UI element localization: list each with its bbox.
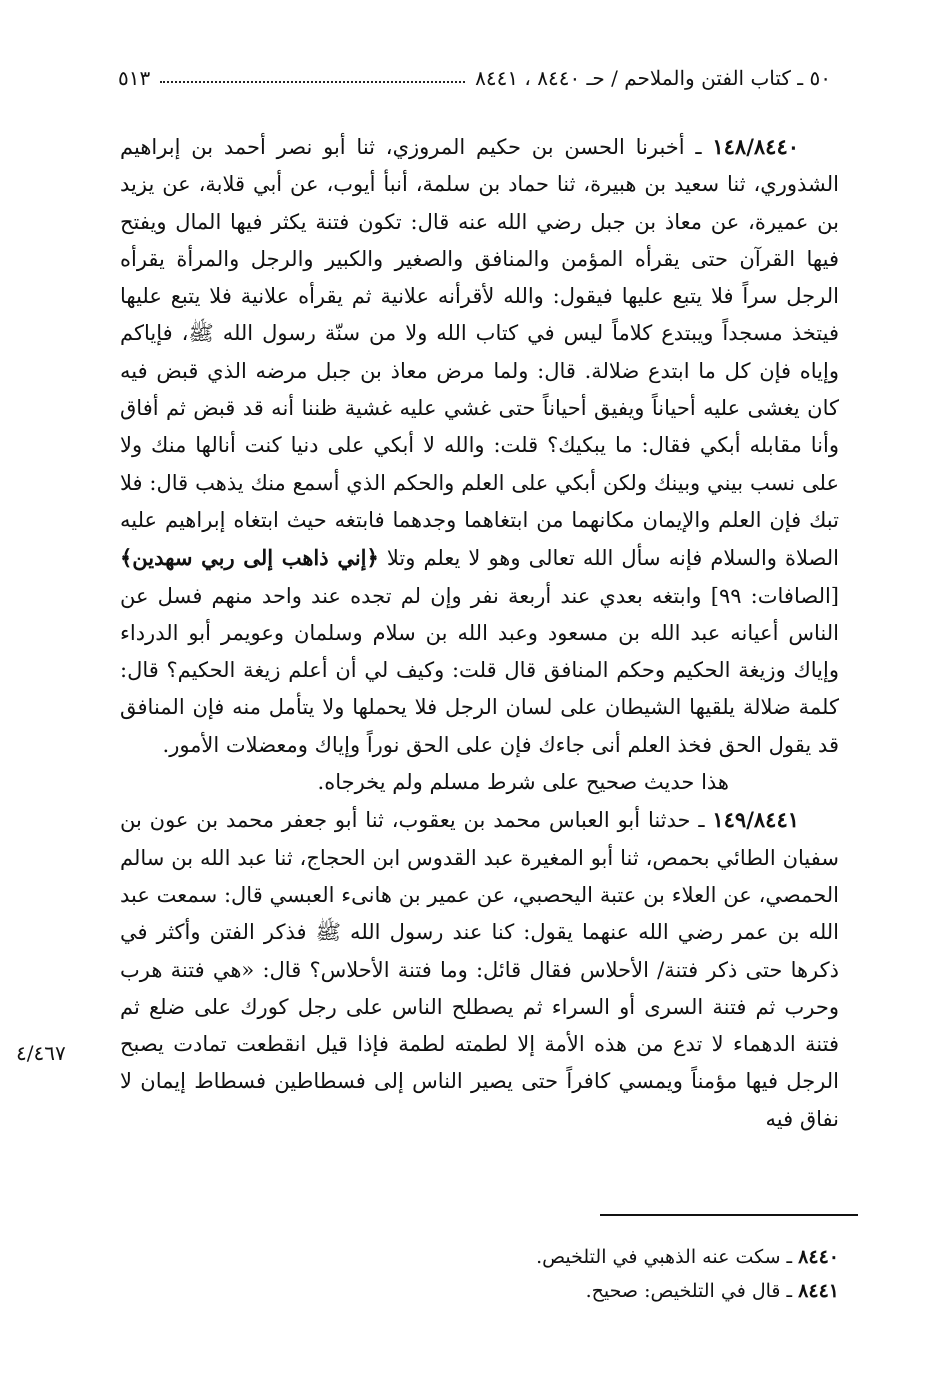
footnote-item: [300, 1240, 839, 1274]
footnote-number: ٨٤٤٠: [798, 1246, 839, 1268]
running-header: [118, 60, 831, 96]
hadith-number: ١٤٩/٨٤٤١: [712, 807, 799, 833]
dot-leader: [160, 81, 465, 83]
footnote-number: ٨٤٤١: [798, 1280, 839, 1302]
hadith-text: أخبرنا الحسن بن حكيم المروزي، ثنا أبو نصر أحمد بن إبراهيم الشذوري، ثنا سعيد بن هبيرة، ثنا حماد بن سلمة، أنبأ أيوب، عن أبي قلابة، عن يزيد بن عميرة، عن معاذ بن جبل رضي الله عنه قال: تكون فتنة يكثر فيها المال ويفتح فيها القرآن حتى يقرأه المؤمن والمنافق والصغير والكبير والرجل والمرأة يقرأه الرجل سراً فلا يتبع عليها فيقول: والله لأقرأنه علانية ثم يقرأه علانية فلا يتبع عليها فيتخذ مسجداً ويبتدع كلاماً ليس في كتاب الله ولا من سنّة رسول الله ﷺ، فإياكم وإياه فإن كل ما ابتدع ضلالة. قال: ولما مرض معاذ بن جبل مرضه الذي قبض فيه كان يغشى عليه أحياناً ويفيق أحياناً حتى غشي عليه غشية ظننا أنه قد قبض ثم أفاق وأنا مقابله أبكي فقال: ما يبكيك؟ قلت: والله لا أبكي على دنيا كنت أنالها منك ولا على نسب بيني وبينك ولكن أبكي على العلم والحكم الذي أسمع منك يذهب قال: فلا تبك فإن العلم والإيمان مكانهما من ابتغاهما وجدهما فابتغه حيث ابتغاه إبراهيم عليه الصلاة والسلام فإنه سأل الله تعالى وهو لا يعلم وتلا: [120, 135, 839, 571]
footnote-divider: [600, 1214, 858, 1216]
header-title: ٥٠ ـ كتاب الفتن والملاحم / حـ ٨٤٤٠ ، ٨٤٤١: [475, 66, 831, 90]
hadith-text-continued: وابتغه بعدي عند أربعة نفر وإن لم تجده عند واحد منهم فسل عن الناس أعيانه عبد الله بن مسعود وعبد الله بن سلام وسلمان وعويمر أبو الدرداء وإياك وزيغة الحكيم وحكم المنافق قال قلت: وكيف لي أن أعلم زيغة الحكيم؟ قال: كلمة ضلالة يلقيها الشيطان على لسان الرجل فلا يحملها ولا يتأمل منه فإن المنافق قد يقول الحق فخذ العلم أنى جاءك فإن على الحق نوراً وإياك ومعضلات الأمور.: [120, 583, 839, 757]
quran-verse: ﴿إني ذاهب إلى ربي سهدين﴾: [120, 545, 379, 571]
hadith-8440: ١٤٨/٨٤٤٠ ـ أخبرنا الحسن بن حكيم المروزي، ثنا أبو نصر أحمد بن إبراهيم الشذوري، ثنا سعيد بن هبيرة، ثنا حماد بن سلمة، أنبأ أيوب، عن أبي قلابة، عن يزيد بن عميرة، عن معاذ بن جبل رضي الله عنه قال: تكون فتنة يكثر فيها المال ويفتح فيها القرآن حتى يقرأه المؤمن والمنافق والصغير والكبير والرجل والمرأة يقرأه الرجل سراً فلا يتبع عليها فيقول: والله لأقرأنه علانية ثم يقرأه علانية فلا يتبع عليها فيتخذ مسجداً ويبتدع كلاماً ليس في كتاب الله ولا من سنّة رسول الله ﷺ، فإياكم وإياه فإن كل ما ابتدع ضلالة. قال: ولما مرض معاذ بن جبل مرضه الذي قبض فيه كان يغشى عليه أحياناً ويفيق أحياناً حتى غشي عليه غشية ظننا أنه قد قبض ثم أفاق وأنا مقابله أبكي فقال: ما يبكيك؟ قلت: والله لا أبكي على دنيا كنت أنالها منك ولا على نسب بيني وبينك ولكن أبكي على العلم والحكم الذي أسمع منك يذهب قال: فلا تبك فإن العلم والإيمان مكانهما من ابتغاهما وجدهما فابتغه حيث ابتغاه إبراهيم عليه الصلاة والسلام فإنه سأل الله تعالى وهو لا يعلم وتلا ﴿إني ذاهب إلى ربي سهدين﴾ [الصافات: ٩٩] وابتغه بعدي عند أربعة نفر وإن لم تجده عند واحد منهم فسل عن الناس أعيانه عبد الله بن مسعود وعبد الله بن سلام وسلمان وعويمر أبو الدرداء وإياك وزيغة الحكيم وحكم المنافق قال قلت: وكيف لي أن أعلم زيغة الحكيم؟ قال: كلمة ضلالة يلقيها الشيطان على لسان الرجل فلا يحملها ولا يتأمل منه فإن المنافق قد يقول الحق فخذ العلم أنى جاءك فإن على الحق نوراً وإياك ومعضلات الأمور.: [120, 134, 839, 757]
page-number: ٥١٣: [118, 66, 151, 90]
margin-volume-note: ٤/٤٦٧: [16, 1041, 66, 1065]
hadith-number: ١٤٨/٨٤٤٠: [712, 134, 799, 159]
footnotes: [300, 1240, 839, 1308]
footnote-text: ـ سكت عنه الذهبي في التلخيص.: [536, 1246, 793, 1268]
verse-reference: [الصافات: ٩٩]: [710, 583, 839, 608]
footnote-item: [300, 1274, 839, 1308]
hadith-text: حدثنا أبو العباس محمد بن يعقوب، ثنا أبو جعفر محمد بن عون بن سفيان الطائي بحمص، ثنا أبو المغيرة عبد القدوس ابن الحجاج، ثنا عبد الله بن سالم الحمصي، عن العلاء بن عتبة اليحصبي، عن عمير بن هانىء العبسي قال: سمعت عبد الله بن عمر رضي الله عنهما يقول: كنا عند رسول الله ﷺ فذكر الفتن وأكثر في ذكرها حتى ذكر فتنة/ الأحلاس فقال قائل: وما فتنة الأحلاس؟ قال: «هي فتنة هرب وحرب ثم فتنة السرى أو السراء ثم يصطلح الناس على رجل كورك على ضلع ثم فتنة الدهماء لا تدع من هذه الأمة إلا لطمته لطمة فإذا قيل انقطعت تمادت يصبح الرجل فيها مؤمناً ويمسي كافراً حتى يصير الناس إلى فسطاطين فسطاط إيمان لا نفاق فيه: [120, 808, 839, 1131]
main-text: [120, 128, 839, 1138]
footnote-text: ـ قال في التلخيص: صحيح.: [585, 1280, 793, 1302]
hadith-8441: ١٤٩/٨٤٤١ ـ حدثنا أبو العباس محمد بن يعقوب، ثنا أبو جعفر محمد بن عون بن سفيان الطائي بحمص، ثنا أبو المغيرة عبد القدوس ابن الحجاج، ثنا عبد الله بن سالم الحمصي، عن العلاء بن عتبة اليحصبي، عن عمير بن هانىء العبسي قال: سمعت عبد الله بن عمر رضي الله عنهما يقول: كنا عند رسول الله ﷺ فذكر الفتن وأكثر في ذكرها حتى ذكر فتنة/ الأحلاس فقال قائل: وما فتنة الأحلاس؟ قال: «هي فتنة هرب وحرب ثم فتنة السرى أو السراء ثم يصطلح الناس على رجل كورك على ضلع ثم فتنة الدهماء لا تدع من هذه الأمة إلا لطمته لطمة فإذا قيل انقطعت تمادت يصبح الرجل فيها مؤمناً ويمسي كافراً حتى يصير الناس إلى فسطاطين فسطاط إيمان لا نفاق فيه: [120, 807, 839, 1131]
hadith-verdict: هذا حديث صحيح على شرط مسلم ولم يخرجاه.: [317, 770, 729, 795]
